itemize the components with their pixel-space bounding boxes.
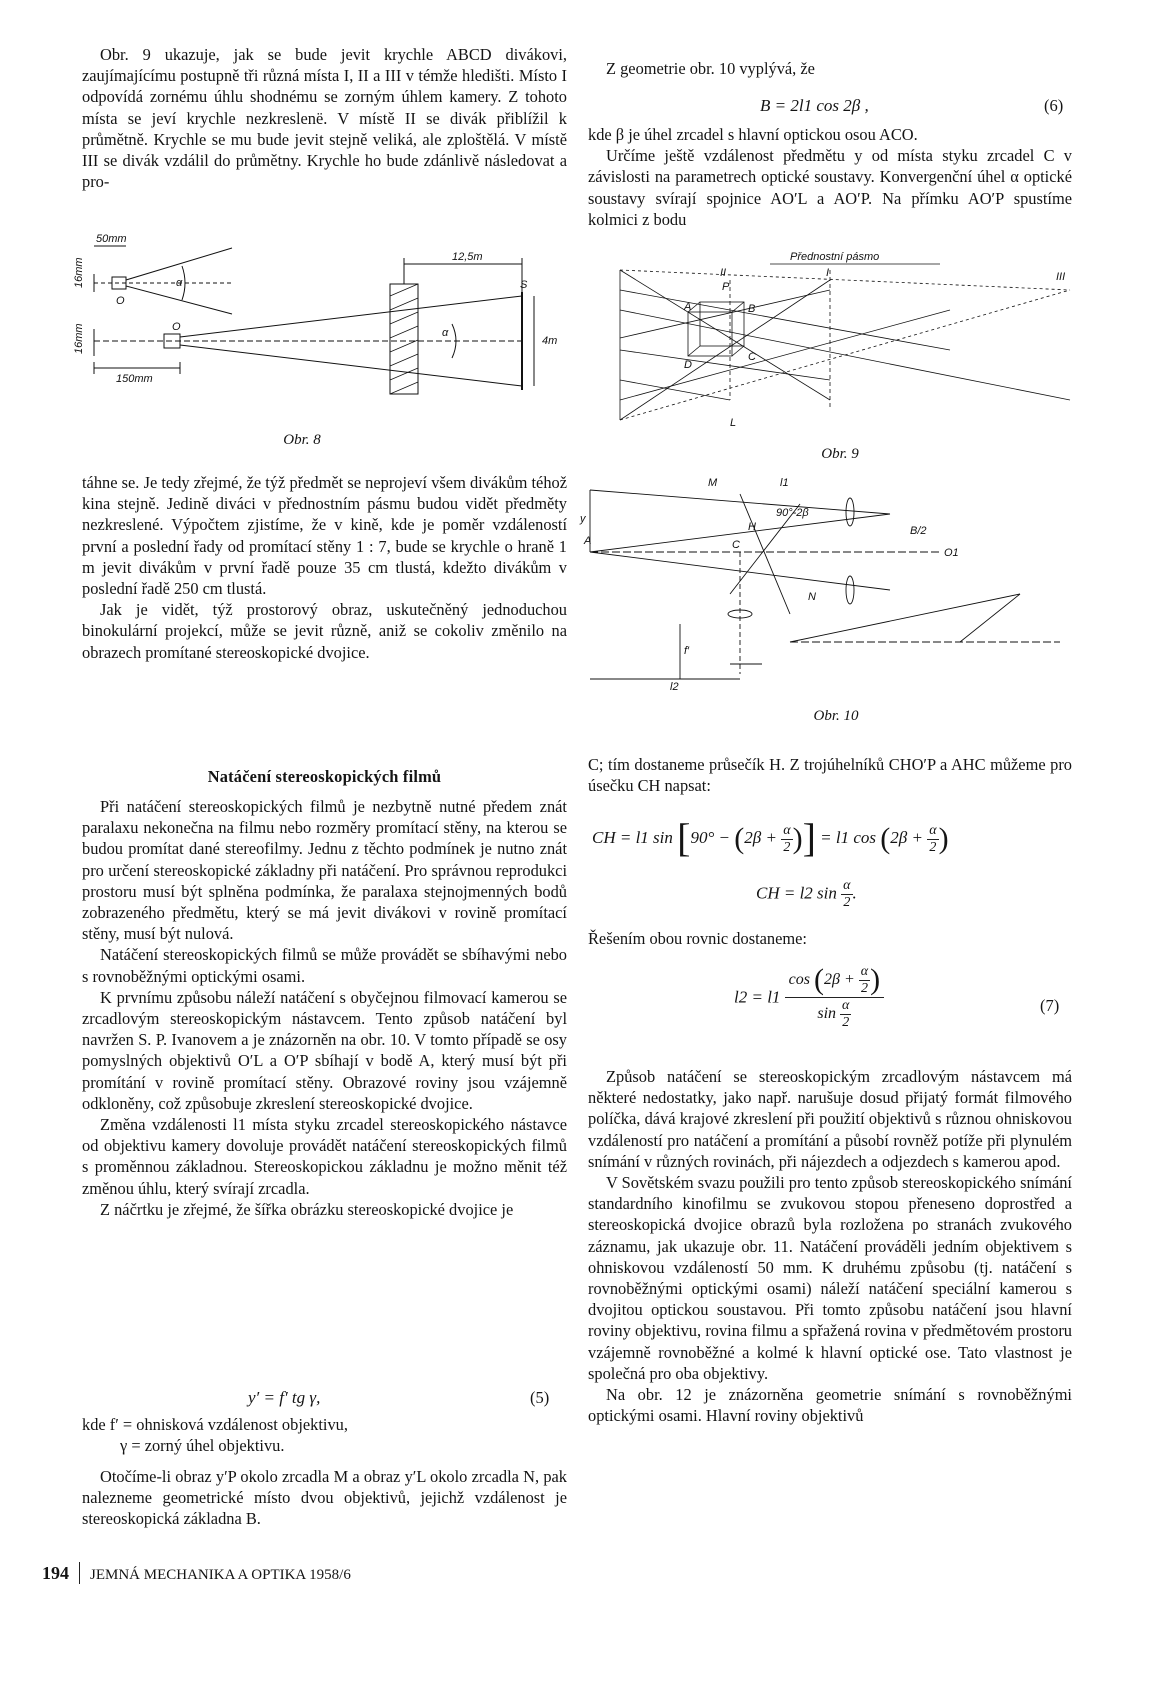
paragraph: Při natáčení stereoskopických filmů je nezbytně nutné předem znát paralaxu nekonečna na filmu nebo rozměry promítací stěny, na kterou se budou promítat dané stereofilmy. Jednu z těchto podmínek je nutno znát pro určení stereoskopické základny při natáčení. Pro správnou reprodukci prostoru musí být splněna podmínka, že paralaxa stejnojmenných bodů zobrazeného předmětu, který se má jevit divákovi v rovině promítací stěny, musí být nulová. <box>82 797 567 944</box>
fig8-label-4m: 4m <box>542 335 558 347</box>
figure-8-caption: Obr. 8 <box>283 432 321 448</box>
paragraph: Řešením obou rovnic dostaneme: <box>588 929 807 948</box>
equation-6-number: (6) <box>1044 96 1064 115</box>
definition-row <box>82 1414 348 1435</box>
figure-10-caption: Obr. 10 <box>813 708 859 724</box>
paragraph: Změna vzdálenosti l1 místa styku zrcadel stereoskopického nástavce od objektivu kamery dovoluje provádět natáčení stereoskopických filmů s proměnnou základnou. Stereoskopickou základnu je možno měnit též změnou úhlu, který svírají zrcadla. <box>82 1115 567 1198</box>
fig9-label-zone: Přednostní pásmo <box>790 251 880 263</box>
eq7-sin: sin <box>817 1005 837 1023</box>
definition-text: ohnisková vzdálenost objektivu, <box>136 1415 348 1434</box>
eq-ch-alpha-b: α <box>929 822 937 838</box>
eq-ch2-text: CH = l2 sin <box>756 883 837 903</box>
figure-9-caption: Obr. 9 <box>821 446 859 462</box>
paragraph: Z geometrie obr. 10 vyplývá, že <box>606 59 815 78</box>
eq-ch-lhs: CH = l1 sin <box>592 828 673 847</box>
paragraph: C; tím dostaneme průsečík H. Z trojúhelníků CHO′P a AHC můžeme pro úsečku CH napsat: <box>588 755 1072 796</box>
eq7-2beta: 2β + <box>824 971 855 989</box>
figure-9 <box>600 250 1080 440</box>
right-column-middle <box>588 754 1072 796</box>
eq7-alpha-d: α <box>842 998 850 1013</box>
left-column-bottom <box>82 796 567 1220</box>
left-column-top <box>82 44 567 192</box>
fig8-label-alpha1: α <box>176 277 183 289</box>
right-column-solve <box>588 928 1072 949</box>
eq-ch-rhs: = l1 cos <box>820 828 877 847</box>
journal-title: JEMNÁ MECHANIKA A OPTIKA 1958/6 <box>90 1567 351 1583</box>
figure-10-drawing <box>580 474 1075 696</box>
paragraph: kde β je úhel zrcadel s hlavní optickou osou ACO. <box>588 125 918 144</box>
fig9-label-a: A <box>684 301 692 313</box>
fig9-label-d: D <box>684 359 692 371</box>
paragraph: V Sovětském svazu použili pro tento způsob stereoskopického snímání standardního kinofilmu se zvukovou stopou přeneseno doprostřed a stereoskopická dvojice obrazů byla rozložena po stranách zvukového záznamu, jak ukazuje obr. 11. Natáčení prováděli jedním objektivem s ohniskovou vzdáleností 50 mm. K druhému způsobu (tj. natáčení s rovnoběžnými optickými osami) náleží natáčení speciální kamerou s dvojitou optickou soustavou. Při tomto způsobu natáčení jsou hlavní roviny objektivu, rovina filmu a spřažená rovina v předmětovém prostoru vzájemně rovnoběžné a kolmé k hlavní optické ose. Tato vlastnost je společná pro oba objektivy. <box>588 1173 1072 1383</box>
paragraph: táhne se. Je tedy zřejmé, že týž předmět se neprojeví všem divákům téhož kina stejně. Jedině diváci v přednostním pásmu budou vidět předměty nezkreslené. Výpočtem zjistíme, že v kině, kde je poměr vzdáleností první a poslední řady od promítací stěny 1 : 7, bude se krychle o hraně 1 m jevit divákům v první řadě pouze 35 cm tlustá, kdežto divákům v poslední řadě 250 cm tlustá. <box>82 473 567 599</box>
definition-symbol: γ = <box>120 1436 141 1456</box>
footer-separator <box>79 1562 80 1584</box>
fig8-label-s: S <box>520 279 528 291</box>
eq-ch-mid: 90° − <box>690 828 731 847</box>
fig10-label-l1: l1 <box>780 477 789 489</box>
fig10-label-l2: l2 <box>670 681 679 693</box>
fig8-label-o2: O <box>172 321 181 333</box>
fig9-label-l: L <box>730 417 737 429</box>
equation-5-number: (5) <box>530 1388 550 1407</box>
fig9-label-ii: II <box>720 267 727 279</box>
fig8-label-50mm: 50mm <box>96 233 127 245</box>
fig9-label-c: C <box>748 351 756 363</box>
figure-10 <box>580 474 1075 696</box>
fig9-label-p: P <box>722 281 730 293</box>
right-column-bottom <box>588 1066 1072 1426</box>
eq-ch-two-a: 2 <box>783 839 791 855</box>
figure-8-drawing <box>72 233 572 419</box>
fig10-label-f: f′ <box>684 645 690 657</box>
fig10-label-m: M <box>708 477 718 489</box>
eq7-cos: cos <box>788 971 810 989</box>
fig8-label-16mm-a: 16mm <box>73 257 85 288</box>
eq7-lhs: l2 = l1 <box>734 987 781 1007</box>
eq7-two-d: 2 <box>842 1015 850 1030</box>
right-column-top-2 <box>588 124 1072 230</box>
eq7-two: 2 <box>860 981 868 996</box>
page-number: 194 <box>42 1563 69 1583</box>
paragraph: Způsob natáčení se stereoskopickým zrcadlovým nástavcem má některé nedostatky, jako např. narušuje dosud přijatý formát filmového políčka, dává krajové zkreslení při použití objektivů s různou ohniskovou vzdáleností pro natáčení a promítání a působí rovněž potíže při plynulém snímání v různých rovinách, při nájezdech a odjezdech s kamerou apod. <box>588 1067 1072 1171</box>
section-heading: Natáčení stereoskopických filmů <box>207 767 442 786</box>
eq-ch-two-b: 2 <box>929 839 937 855</box>
fig10-label-n: N <box>808 591 816 603</box>
eq-ch2-alpha: α <box>843 878 851 893</box>
fig10-label-b2: B/2 <box>910 525 927 537</box>
figure-9-drawing <box>600 250 1080 440</box>
equation-7: l2 = l1 cos (2β + $\frac{\alpha}{2}$ ) sin $\frac{\alpha}{2}$ <box>734 964 884 1031</box>
paragraph: Otočíme-li obraz y′P okolo zrcadla M a obraz y′L okolo zrcadla N, pak nalezneme geometrické místo dvou objektivů, jejichž vzdálenost je stereoskopická základna B. <box>82 1467 567 1529</box>
eq-ch-alpha-a: α <box>783 822 791 838</box>
equation-ch-2: CH = l2 sin $\frac{\alpha}{2}$ . <box>756 878 857 910</box>
equation-6: B = 2l1 cos 2β , <box>760 96 869 115</box>
definition-row <box>82 1435 348 1456</box>
paragraph: Obr. 9 ukazuje, jak se bude jevit krychle ABCD divákovi, zaujímajícímu postupně tři různá místa I, II a III v témže hledišti. Místo I odpovídá zornému úhlu shodnému se zorným úhlem kamery. Z tohoto místa se jeví krychle nezkreslenë. V místě II se divák přiblížil k průmětně. Krychle se mu bude jevit stejně veliká, ale zploštělá. V místě III se divák vzdálil do průmětny. Krychle ho bude zdánlivě následovat a pro- <box>82 45 567 192</box>
definitions <box>82 1414 348 1456</box>
paragraph: Určíme ještě vzdálenost předmětu y od místa styku zrcadel C v závislosti na parametrech optické soustavy. Konvergenční úhel α optické soustavy svírají spojnice AO′L a AO′P. Na přímku AO′P spustíme kolmici z bodu <box>588 146 1072 229</box>
fig10-label-a: A <box>584 535 592 547</box>
definition-text: zorný úhel objektivu. <box>144 1436 285 1456</box>
equation-ch-1: CH = l1 sin [90° − (2β + $\frac{\alpha}{2}$ )] = l1 cos (2β + $\frac{\alpha}{2}$ ) <box>592 815 949 860</box>
left-column-end <box>82 1466 567 1530</box>
fig8-label-125m: 12,5m <box>452 251 483 263</box>
right-column-top <box>588 58 1072 79</box>
fig10-label-beta: 90°-2β <box>776 507 809 519</box>
figure-8 <box>72 233 572 419</box>
fig8-label-16mm-b: 16mm <box>73 323 85 354</box>
paragraph: Natáčení stereoskopických filmů se může provádět se sbíhavými nebo s rovnoběžnými optickými osami. <box>82 945 567 986</box>
fig9-label-b: B <box>748 303 756 315</box>
fig10-label-y: y <box>580 513 586 525</box>
eq-ch-2beta-a: 2β + <box>744 828 777 847</box>
fig10-label-c: C <box>732 539 740 551</box>
paragraph: Na obr. 12 je znázorněna geometrie snímání s rovnoběžnými optickými osami. Hlavní roviny objektivů <box>588 1385 1072 1426</box>
equation-5: y′ = f′ tg γ, <box>248 1388 321 1407</box>
fig8-label-150mm: 150mm <box>116 373 153 385</box>
fig9-label-iii: III <box>1056 271 1066 283</box>
left-column-middle <box>82 472 567 663</box>
eq-ch-2beta-b: 2β + <box>890 828 923 847</box>
eq7-alpha: α <box>860 964 869 979</box>
fig10-label-h: H <box>748 521 756 533</box>
fig8-label-alpha2: α <box>442 327 449 339</box>
fig9-label-i: I <box>826 267 830 279</box>
equation-7-number: (7) <box>1040 996 1060 1015</box>
paragraph: Jak je vidět, týž prostorový obraz, uskutečněný jednoduchou binokulární projekcí, může se jevit různě, aniž se cokoliv změnilo na obrazech promítané stereoskopické dvojice. <box>82 600 567 662</box>
page-footer <box>42 1562 351 1584</box>
definition-symbol: kde f′ = <box>82 1415 133 1434</box>
fig8-label-o1: O <box>116 295 125 307</box>
paragraph: K prvnímu způsobu náleží natáčení s obyčejnou filmovací kamerou se zrcadlovým stereoskopickým nástavcem. Tento způsob natáčení byl navržen S. P. Ivanovem a je znázorněn na obr. 10. V tomto případě se osy pomyslných objektivů O′L a O′P sbíhají v bodě A, který musí být při promítání v rovině promítací stěny. Obrazové roviny jsou vzájemně odkloněny, což způsobuje zkreslení stereoskopické dvojice. <box>82 987 567 1113</box>
paragraph: Z náčrtku je zřejmé, že šířka obrázku stereoskopické dvojice je <box>100 1199 514 1219</box>
eq-ch2-two: 2 <box>843 895 851 910</box>
fig10-label-o1: O1 <box>944 547 959 559</box>
